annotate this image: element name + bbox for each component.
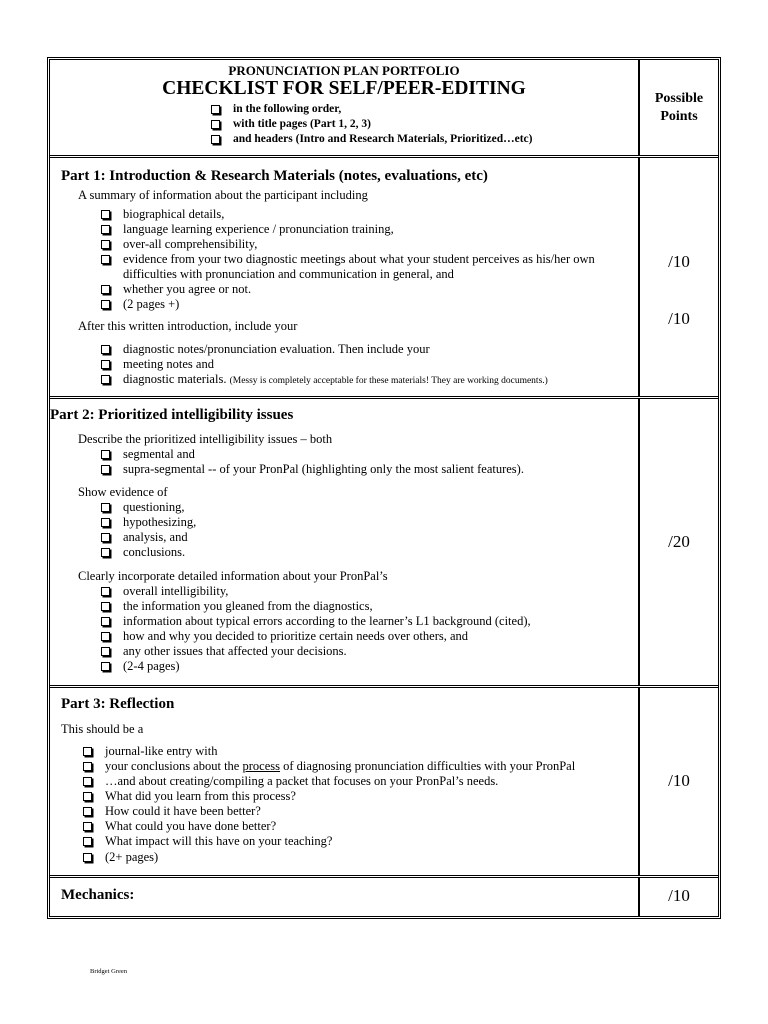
list-item: What impact will this have on your teaching? [83,834,332,849]
part3-row [50,688,718,878]
list-item: analysis, and [101,530,188,545]
part1-title: Part 1: Introduction & Research Materials (notes, evaluations, etc) [61,168,488,184]
list-item-continuation: difficulties with pronunciation and communication in general, and [123,267,454,281]
checkbox-icon [83,837,92,846]
part1-cell [50,158,640,396]
checkbox-icon [101,345,110,354]
checkbox-icon [211,120,220,129]
checkbox-icon [211,105,220,114]
list-item: overall intelligibility, [101,584,228,599]
list-item: language learning experience / pronunciation training, [101,222,394,237]
checkbox-icon [101,503,110,512]
part1-note: (Messy is completely acceptable for these materials! They are working documents.) [229,376,548,386]
list-item: how and why you decided to prioritize certain needs over others, and [101,629,468,644]
list-item: hypothesizing, [101,515,196,530]
part3-intro: This should be a [61,722,144,736]
checkbox-icon [101,617,110,626]
part2-intro: Describe the prioritized intelligibility issues – both [78,432,333,446]
part1-points-2: /10 [668,309,690,328]
list-item: (2-4 pages) [101,659,180,674]
checkbox-icon [101,587,110,596]
header-row [50,60,718,158]
list-item: supra-segmental -- of your PronPal (highlighting only the most salient features). [101,462,524,477]
part3-points: /10 [668,771,690,790]
checkbox-icon [101,285,110,294]
portfolio-supertitle: PRONUNCIATION PLAN PORTFOLIO [228,63,460,78]
checkbox-icon [101,465,110,474]
list-item: and headers (Intro and Research Materials, Prioritized…etc) [211,132,532,147]
mechanics-cell [50,878,640,916]
checklist-table [47,57,721,919]
list-item: conclusions. [101,545,185,560]
part1-intro2: After this written introduction, include your [78,319,298,333]
checkbox-icon [101,225,110,234]
checkbox-icon [83,807,92,816]
checkbox-icon [83,853,92,862]
part2-points-cell [640,399,718,685]
list-item: What could you have done better? [83,819,276,834]
checkbox-icon [101,647,110,656]
underlined-word: process [242,759,280,773]
part1-intro: A summary of information about the participant including [78,188,368,202]
list-item: journal-like entry with [83,744,217,759]
checkbox-icon [101,518,110,527]
page-title: CHECKLIST FOR SELF/PEER-EDITING [162,78,526,99]
part2-row [50,399,718,688]
checkbox-icon [101,450,110,459]
author-footer: Bridget Green [90,968,128,975]
list-item: diagnostic notes/pronunciation evaluation. Then include your [101,342,430,357]
mechanics-points-cell [640,878,718,916]
checkbox-icon [101,375,110,384]
list-item: questioning, [101,500,184,515]
checkbox-icon [101,662,110,671]
part2-intro3: Clearly incorporate detailed information about your PronPal’s [78,569,388,583]
checkbox-icon [211,135,220,144]
list-item: information about typical errors according to the learner’s L1 background (cited), [101,614,531,629]
part3-points-cell [640,688,718,875]
points-header-cell [640,60,718,155]
part1-points-cell [640,158,718,396]
checkbox-icon [101,300,110,309]
checkbox-icon [83,777,92,786]
list-item: diagnostic materials. (Messy is completely acceptable for these materials! They are working documents.) [101,372,548,389]
list-item: the information you gleaned from the diagnostics, [101,599,373,614]
checkbox-icon [83,822,92,831]
list-item: (2+ pages) [83,850,158,865]
list-item: with title pages (Part 1, 2, 3) [211,117,371,132]
list-item: meeting notes and [101,357,214,372]
checkbox-icon [83,762,92,771]
part3-title: Part 3: Reflection [61,696,175,712]
list-item: biographical details, [101,207,224,222]
part3-cell [50,688,640,875]
checkbox-icon [101,632,110,641]
list-item: over-all comprehensibility, [101,237,257,252]
points-heading-line2: Points [660,109,698,124]
list-item: evidence from your two diagnostic meetings about what your student perceives as his/her own [101,252,595,267]
list-item: any other issues that affected your decisions. [101,644,347,659]
list-item: What did you learn from this process? [83,789,296,804]
part1-row [50,158,718,399]
part2-intro2: Show evidence of [78,485,168,499]
part2-points: /20 [668,532,690,551]
checkbox-icon [101,255,110,264]
part2-cell [50,399,640,685]
part2-title: Part 2: Prioritized intelligibility issues [50,407,294,423]
mechanics-row [50,878,718,916]
list-item: How could it have been better? [83,804,261,819]
points-heading-line1: Possible [654,91,704,106]
list-item: whether you agree or not. [101,282,251,297]
checkbox-icon [101,602,110,611]
list-item: your conclusions about the process of diagnosing pronunciation difficulties with your PronPal [83,759,575,774]
checkbox-icon [101,533,110,542]
list-item: segmental and [101,447,195,462]
part1-points-1: /10 [668,252,690,271]
list-item: (2 pages +) [101,297,179,312]
list-item: …and about creating/compiling a packet that focuses on your PronPal’s needs. [83,774,498,789]
mechanics-points: /10 [668,886,690,905]
checkbox-icon [83,747,92,756]
list-item: in the following order, [211,102,341,117]
checkbox-icon [101,210,110,219]
checkbox-icon [101,548,110,557]
checkbox-icon [83,792,92,801]
checkbox-icon [101,360,110,369]
header-cell [50,60,640,155]
checkbox-icon [101,240,110,249]
mechanics-title: Mechanics: [61,887,135,903]
